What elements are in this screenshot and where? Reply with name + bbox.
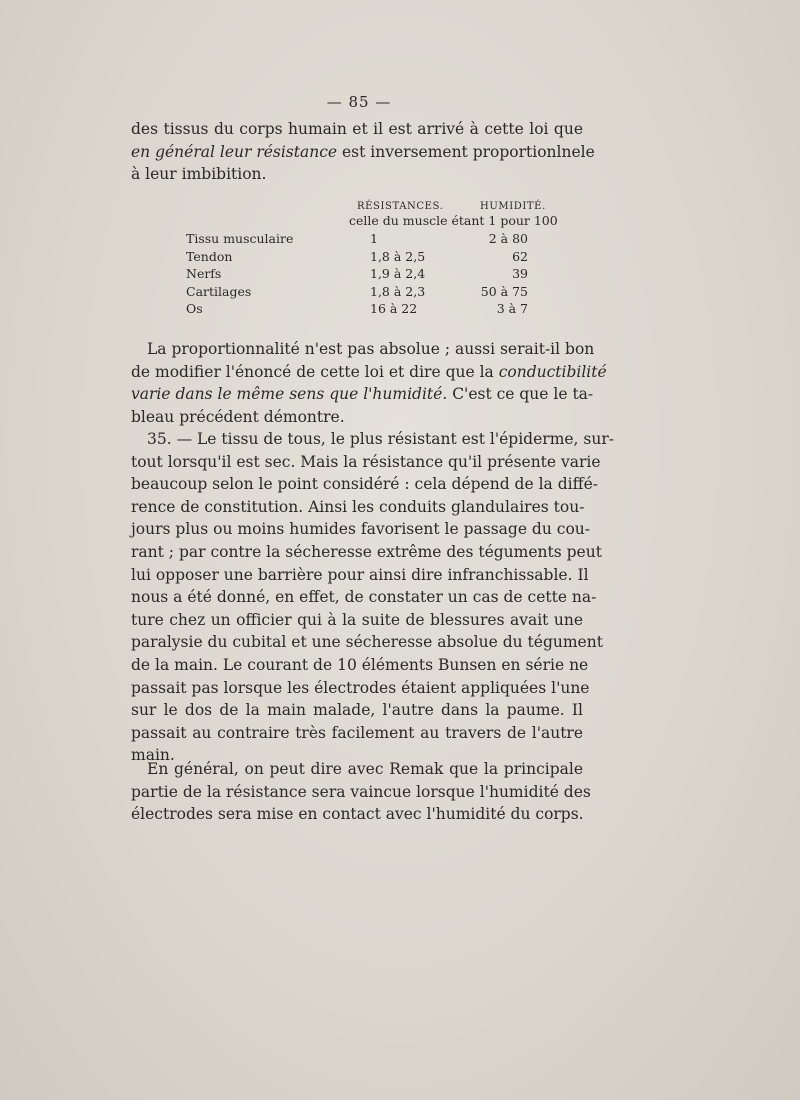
resistance-value: 16 à 22 (370, 301, 418, 316)
table-row (0, 300, 800, 318)
text-line: En général, on peut dire avec Remak que la principale (147, 760, 583, 778)
tissue-name: Cartilages (186, 283, 252, 299)
text-line: électrodes sera mise en contact avec l'humidité du corps. (131, 805, 584, 824)
paragraph-35-epidermis (131, 428, 614, 767)
text-fragment: C'est ce que le ta- (447, 385, 594, 404)
page-number: — 85 — (326, 93, 392, 111)
humidity-value: 2 à 80 (488, 231, 528, 246)
text-fragment: de modifier l'énoncé de cette loi et dire que la (131, 362, 499, 381)
text-line: La proportionnalité n'est pas absolue ; aussi serait-il bon (147, 340, 595, 358)
resistance-value: 1 (370, 231, 378, 246)
text-line: passait pas lorsque les électrodes étaient appliquées l'une (131, 678, 590, 697)
text-line: nous a été donné, en effet, de constater un cas de cette na- (131, 588, 597, 607)
text-line: paralysie du cubital et une sécheresse absolue du tégument (131, 633, 603, 652)
text-line: main. (131, 746, 175, 765)
text-line: bleau précédent démontre. (131, 407, 345, 426)
table-row (0, 248, 800, 266)
resistance-value: 1,9 à 2,4 (370, 266, 426, 281)
tissue-name: Tendon (186, 248, 233, 264)
table-subheader: celle du muscle étant 1 pour 100 (349, 213, 558, 228)
text-line: de la main. Le courant de 10 éléments Bunsen en série ne (131, 655, 589, 674)
text-line (131, 383, 594, 406)
humidity-value: 62 (512, 248, 528, 264)
humidity-value: 3 à 7 (496, 301, 528, 316)
text-line: rence de constitution. Ainsi les conduits glandulaires tou- (131, 497, 585, 516)
paragraph-intro (131, 118, 595, 186)
humidity-value: 50 à 75 (480, 283, 528, 299)
tissue-name: Tissu musculaire (186, 231, 294, 246)
text-line: lui opposer une barrière pour ainsi dire infranchissable. Il (131, 565, 589, 584)
italic-phrase: en général leur résistance (131, 142, 338, 161)
column-header-humidite: HUMIDITÉ. (480, 201, 546, 212)
column-header-resistances: RÉSISTANCES. (357, 201, 444, 212)
table-row (0, 283, 800, 301)
humidity-value: 39 (512, 266, 528, 281)
text-line: rant ; par contre la sécheresse extrême des téguments peut (131, 542, 602, 561)
italic-phrase: conductibilité (498, 362, 607, 381)
text-line: à leur imbibition. (131, 165, 267, 184)
tissue-name: Nerfs (186, 266, 222, 281)
italic-phrase: varie dans le même sens que l'humidité. (131, 385, 448, 404)
text-line (131, 361, 607, 384)
tissue-name: Os (186, 301, 203, 316)
resistance-value: 1,8 à 2,5 (370, 248, 426, 264)
table-row (0, 230, 800, 248)
resistance-value: 1,8 à 2,3 (370, 283, 426, 299)
text-line: beaucoup selon le point considéré : cela dépend de la diffé- (131, 475, 599, 494)
text-line: ture chez un officier qui à la suite de blessures avait une (131, 610, 583, 629)
text-line: sur le dos de la main malade, l'autre dans la paume. Il (131, 701, 583, 720)
text-fragment: est inversement proportionlnele (337, 142, 595, 161)
text-line (131, 141, 595, 164)
table-row (0, 265, 800, 283)
text-line: des tissus du corps humain et il est arrivé à cette loi que (131, 120, 583, 138)
paragraph-proportionality (131, 338, 607, 428)
text-line: tout lorsqu'il est sec. Mais la résistance qu'il présente varie (131, 452, 601, 471)
text-line: partie de la résistance sera vaincue lorsque l'humidité des (131, 782, 591, 801)
text-line: passait au contraire très facilement au travers de l'autre (131, 723, 583, 742)
paragraph-conclusion (131, 758, 591, 826)
text-line: jours plus ou moins humides favorisent le passage du cou- (131, 520, 590, 539)
text-line: 35. — Le tissu de tous, le plus résistant est l'épiderme, sur- (147, 430, 614, 448)
